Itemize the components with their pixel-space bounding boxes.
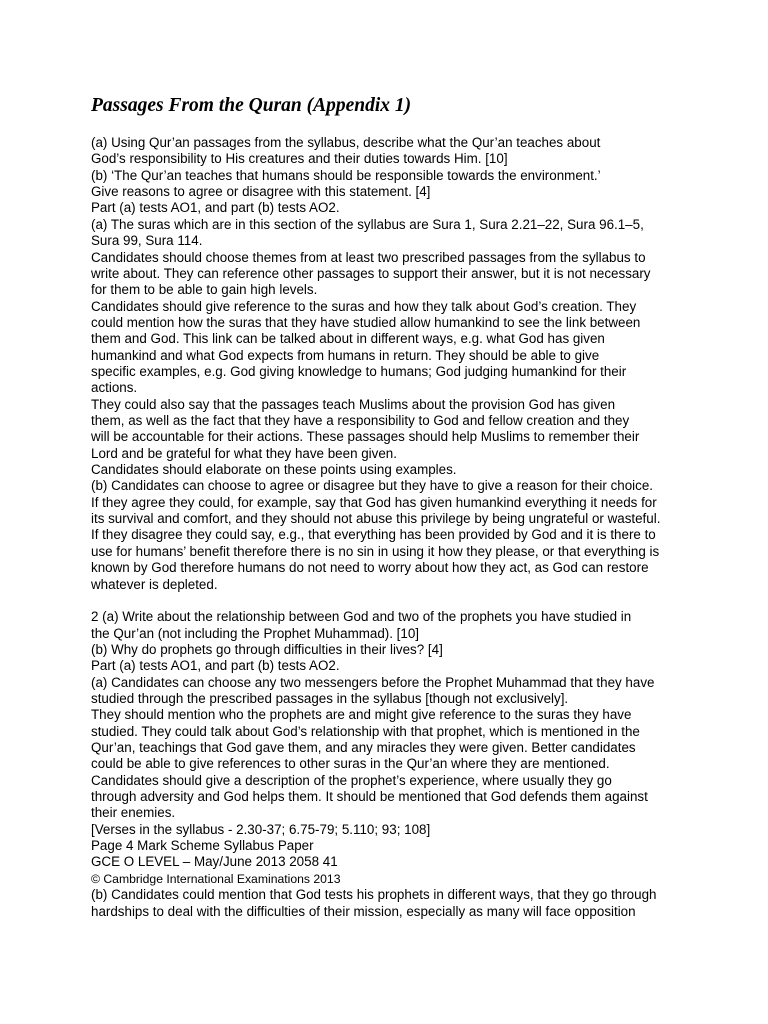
text-line: them and God. This link can be talked about in different ways, e.g. what God has given <box>91 331 605 347</box>
text-line: through adversity and God helps them. It should be mentioned that God defends them against <box>91 789 648 804</box>
text-line: could be able to give references to other suras in the Qur’an where they are mentioned. <box>91 756 610 772</box>
text-line: could mention how the suras that they have studied allow humankind to see the link between <box>91 314 641 330</box>
text-line: If they agree they could, for example, say that God has given humankind everything it needs for <box>91 494 657 510</box>
text-line: use for humans’ benefit therefore there is no sin in using it how they please, or that everything is <box>91 543 660 559</box>
text-line: They should mention who the prophets are and might give reference to the suras they have <box>91 707 632 723</box>
text-line: for them to be able to gain high levels. <box>91 282 318 298</box>
text-line: [Verses in the syllabus - 2.30-37; 6.75-79; 5.110; 93; 108] <box>91 821 431 837</box>
text-line: Candidates should give a description of the prophet’s experience, where usually they go <box>91 772 612 788</box>
text-line: their enemies. <box>91 805 176 821</box>
text-line: (a) Candidates can choose any two messengers before the Prophet Muhammad that they have <box>91 674 655 690</box>
text-line: the Qur’an (not including the Prophet Muhammad). [10] <box>91 625 420 641</box>
text-line: Lord and be grateful for what they have been given. <box>91 445 397 461</box>
text-line: its survival and comfort, and they should not abuse this privilege by being ungrateful or wasteful. <box>91 511 661 527</box>
text-line: God’s responsibility to His creatures and their duties towards Him. [10] <box>91 151 508 167</box>
text-line: (b) ‘The Qur’an teaches that humans should be responsible towards the environment.’ <box>91 167 601 183</box>
text-line: studied. They could talk about God’s relationship with that prophet, which is mentioned in the <box>91 723 640 739</box>
text-line: Give reasons to agree or disagree with this statement. [4] <box>91 184 431 200</box>
text-line: will be accountable for their actions. These passages should help Muslims to remember their <box>91 429 640 445</box>
text-line: (a) Using Qur’an passages from the syllabus, describe what the Qur’an teaches about <box>91 135 601 150</box>
text-line: (a) The suras which are in this section of the syllabus are Sura 1, Sura 2.21–22, Sura 96.1–5, <box>91 216 644 232</box>
text-line: write about. They can reference other passages to support their answer, but it is not necessary <box>91 265 651 281</box>
text-line: Sura 99, Sura 114. <box>91 233 203 249</box>
text-line: Qur’an, teachings that God gave them, and any miracles they were given. Better candidates <box>91 740 636 755</box>
text-line: whatever is depleted. <box>91 576 218 592</box>
text-line: hardships to deal with the difficulties of their mission, especially as many will face opposition <box>91 903 636 919</box>
text-line: Part (a) tests AO1, and part (b) tests AO2. <box>91 658 340 674</box>
text-line: 2 (a) Write about the relationship between God and two of the prophets you have studied in <box>91 609 632 625</box>
text-line: Candidates should choose themes from at least two prescribed passages from the syllabus to <box>91 249 646 265</box>
text-line: If they disagree they could say, e.g., that everything has been provided by God and it is there to <box>91 527 656 543</box>
text-line: © Cambridge International Examinations 2013 <box>91 871 341 886</box>
text-line: Candidates should give reference to the suras and how they talk about God’s creation. They <box>91 298 637 314</box>
text-line: actions. <box>91 380 138 396</box>
text-line: (b) Candidates can choose to agree or disagree but they have to give a reason for their choice. <box>91 478 654 494</box>
text-line: GCE O LEVEL – May/June 2013 2058 41 <box>91 854 338 870</box>
text-line: Part (a) tests AO1, and part (b) tests AO2. <box>91 200 340 216</box>
text-line: humankind and what God expects from humans in return. They should be able to give <box>91 347 600 363</box>
text-line: (b) Candidates could mention that God tests his prophets in different ways, that they go through <box>91 887 657 903</box>
text-line: Candidates should elaborate on these points using examples. <box>91 462 457 477</box>
text-line: Page 4 Mark Scheme Syllabus Paper <box>91 838 314 854</box>
text-line: They could also say that the passages teach Muslims about the provision God has given <box>91 396 616 412</box>
text-line: known by God therefore humans do not need to worry about how they act, as God can restore <box>91 560 649 576</box>
text-line: studied through the prescribed passages in the syllabus [though not exclusively]. <box>91 690 569 706</box>
text-line: specific examples, e.g. God giving knowledge to humans; God judging humankind for their <box>91 363 627 379</box>
page-title: Passages From the Quran (Appendix 1) <box>91 95 412 116</box>
text-line: them, as well as the fact that they have a responsibility to God and fellow creation and they <box>91 413 630 428</box>
text-line: (b) Why do prophets go through difficulties in their lives? [4] <box>91 641 443 657</box>
